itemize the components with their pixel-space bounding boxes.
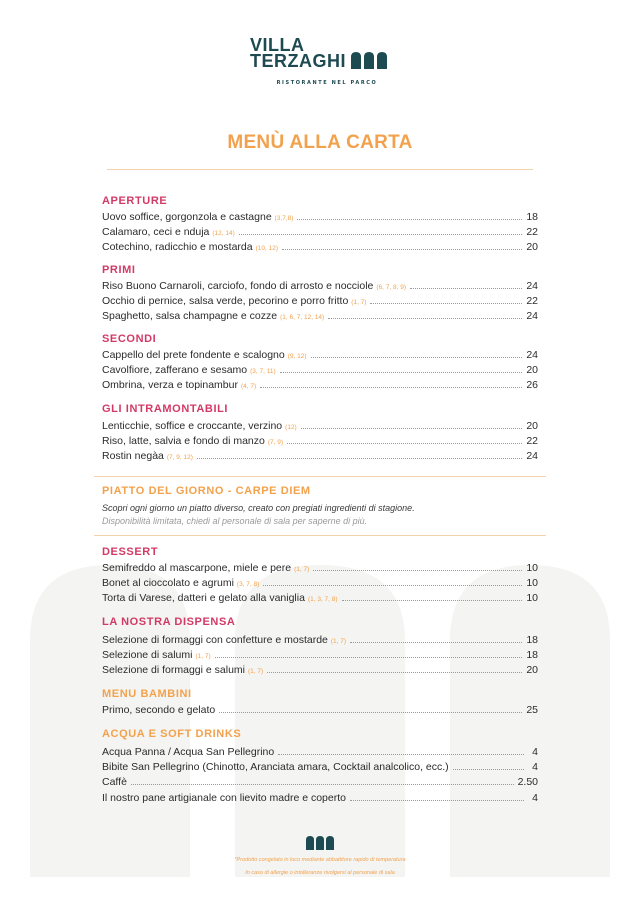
section-title-secondi: SECONDI <box>102 333 157 345</box>
menu-item: Torta di Varese, datteri e gelato alla vaniglia (1, 3, 7, 8) 10 <box>102 592 538 604</box>
section-title-dessert: DESSERT <box>102 546 159 558</box>
section-title-intramontabili: GLI INTRAMONTABILI <box>102 403 229 415</box>
menu-item: Rostin negàa (7, 9, 12) 24 <box>102 450 538 462</box>
divider <box>94 535 546 536</box>
menu-item: Il nostro pane artigianale con lievito madre e coperto 4 <box>102 792 538 804</box>
logo-subtitle: RISTORANTE NEL PARCO <box>276 80 378 86</box>
menu-item: Uovo soffice, gorgonzola e castagne (3,7,8) 18 <box>102 211 538 223</box>
footnote-frozen: *Prodotto congelato in loco mediante abbattitore rapido di temperatura <box>234 857 406 863</box>
section-title-primi: PRIMI <box>102 264 136 276</box>
footnote-allergies: In caso di allergie o intolleranze rivolgersi al personale di sala <box>245 870 395 876</box>
menu-item: Calamaro, ceci e nduja (12, 14) 22 <box>102 226 538 238</box>
divider <box>94 476 546 477</box>
section-title-aperture: APERTURE <box>102 195 168 207</box>
menu-item: Cappello del prete fondente e scalogno (9, 12) 24 <box>102 349 538 361</box>
menu-item: Ombrina, verza e topinambur (4, 7) 26 <box>102 379 538 391</box>
title-divider <box>107 169 533 170</box>
menu-item: Selezione di formaggi e salumi (1, 7) 20 <box>102 664 538 676</box>
menu-item: Spaghetto, salsa champagne e cozze (1, 6, 7, 12, 14) 24 <box>102 310 538 322</box>
menu-item: Cotechino, radicchio e mostarda (10, 12) 20 <box>102 241 538 253</box>
menu-item: Riso, latte, salvia e fondo di manzo (7, 9) 22 <box>102 435 538 447</box>
menu-item: Semifreddo al mascarpone, miele e pere (1, 7) 10 <box>102 562 538 574</box>
menu-item: Selezione di salumi (1, 7) 18 <box>102 649 538 661</box>
menu-item: Primo, secondo e gelato 25 <box>102 704 538 716</box>
menu-item: Lenticchie, soffice e croccante, verzino (12) 20 <box>102 420 538 432</box>
logo <box>0 36 640 88</box>
arches-footer-icon <box>306 835 334 850</box>
menu-item: Bibite San Pellegrino (Chinotto, Aranciata amara, Cocktail analcolico, ecc.) 4 <box>102 761 538 773</box>
section-title-dispensa: LA NOSTRA DISPENSA <box>102 616 236 628</box>
daily-dish-availability: Disponibilità limitata, chiedi al personale di sala per saperne di più. <box>102 516 368 526</box>
arches-logo-icon <box>350 51 390 69</box>
menu-item: Acqua Panna / Acqua San Pellegrino 4 <box>102 746 538 758</box>
daily-dish-description: Scopri ogni giorno un piatto diverso, creato con pregiati ingredienti di stagione. <box>102 503 415 513</box>
section-title-piatto-del-giorno: PIATTO DEL GIORNO - CARPE DIEM <box>102 485 311 497</box>
section-title-bambini: MENU BAMBINI <box>102 688 192 700</box>
menu-item: Selezione di formaggi con confetture e mostarde (1, 7) 18 <box>102 634 538 646</box>
section-title-drinks: ACQUA E SOFT DRINKS <box>102 728 242 740</box>
menu-item: Caffè 2.50 <box>102 776 538 788</box>
page-title: MENÙ ALLA CARTA <box>227 132 413 153</box>
logo-line-2: TERZAGHI <box>250 51 346 71</box>
menu-item: Cavolfiore, zafferano e sesamo (3, 7, 11) 20 <box>102 364 538 376</box>
menu-item: Riso Buono Carnaroli, carciofo, fondo di arrosto e nocciole (6, 7, 8, 9) 24 <box>102 280 538 292</box>
menu-item: Bonet al cioccolato e agrumi (3, 7, 8) 10 <box>102 577 538 589</box>
logo-line-1: VILLA <box>250 35 305 55</box>
menu-item: Occhio di pernice, salsa verde, pecorino e porro fritto (1, 7) 22 <box>102 295 538 307</box>
